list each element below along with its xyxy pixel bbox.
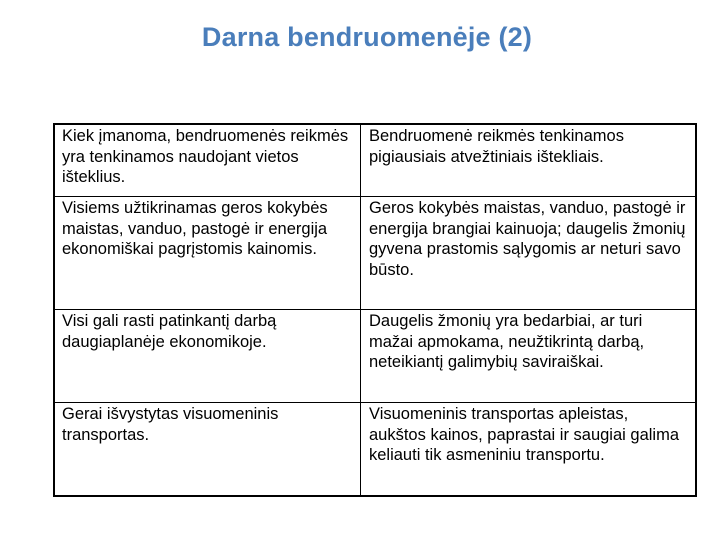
table-cell-ideal <box>54 124 361 197</box>
cell-text: Daugelis žmonių yra bedarbiai, ar turi mažai apmokama, neužtikrintą darbą, neteikiantį galimybių saviraiškai. <box>369 312 645 371</box>
table-cell-reality <box>361 124 697 197</box>
table-row <box>54 197 696 310</box>
cell-text: Visi gali rasti patinkantį darbą daugiaplanėje ekonomikoje. <box>62 312 277 351</box>
cell-text: Geros kokybės maistas, vanduo, pastogė ir energija brangiai kainuoja; daugelis žmonių gyvena prastomis sąlygomis ar neturi savo būsto. <box>369 199 686 279</box>
table-cell-reality <box>361 197 697 310</box>
comparison-table <box>53 123 697 497</box>
cell-text: Visuomeninis transportas apleistas, aukštos kainos, paprastai ir saugiai galima keliauti tik asmeniniu transportu. <box>369 405 679 464</box>
cell-text: Visiems užtikrinamas geros kokybės maistas, vanduo, pastogė ir energija ekonomiškai pagrįstomis kainomis. <box>62 199 328 258</box>
table-row <box>54 310 696 403</box>
table-cell-reality <box>361 310 697 403</box>
table-cell-ideal <box>54 403 361 497</box>
table-cell-ideal <box>54 310 361 403</box>
table-cell-ideal <box>54 197 361 310</box>
cell-text: Kiek įmanoma, bendruomenės reikmės yra tenkinamos naudojant vietos išteklius. <box>62 127 349 186</box>
cell-text: Gerai išvystytas visuomeninis transportas. <box>62 405 279 444</box>
slide-title: Darna bendruomenėje (2) <box>201 22 533 52</box>
cell-text: Bendruomenė reikmės tenkinamos pigiausiais atvežtiniais ištekliais. <box>369 127 624 166</box>
table-row <box>54 403 696 497</box>
table-cell-reality <box>361 403 697 497</box>
table-row <box>54 124 696 197</box>
